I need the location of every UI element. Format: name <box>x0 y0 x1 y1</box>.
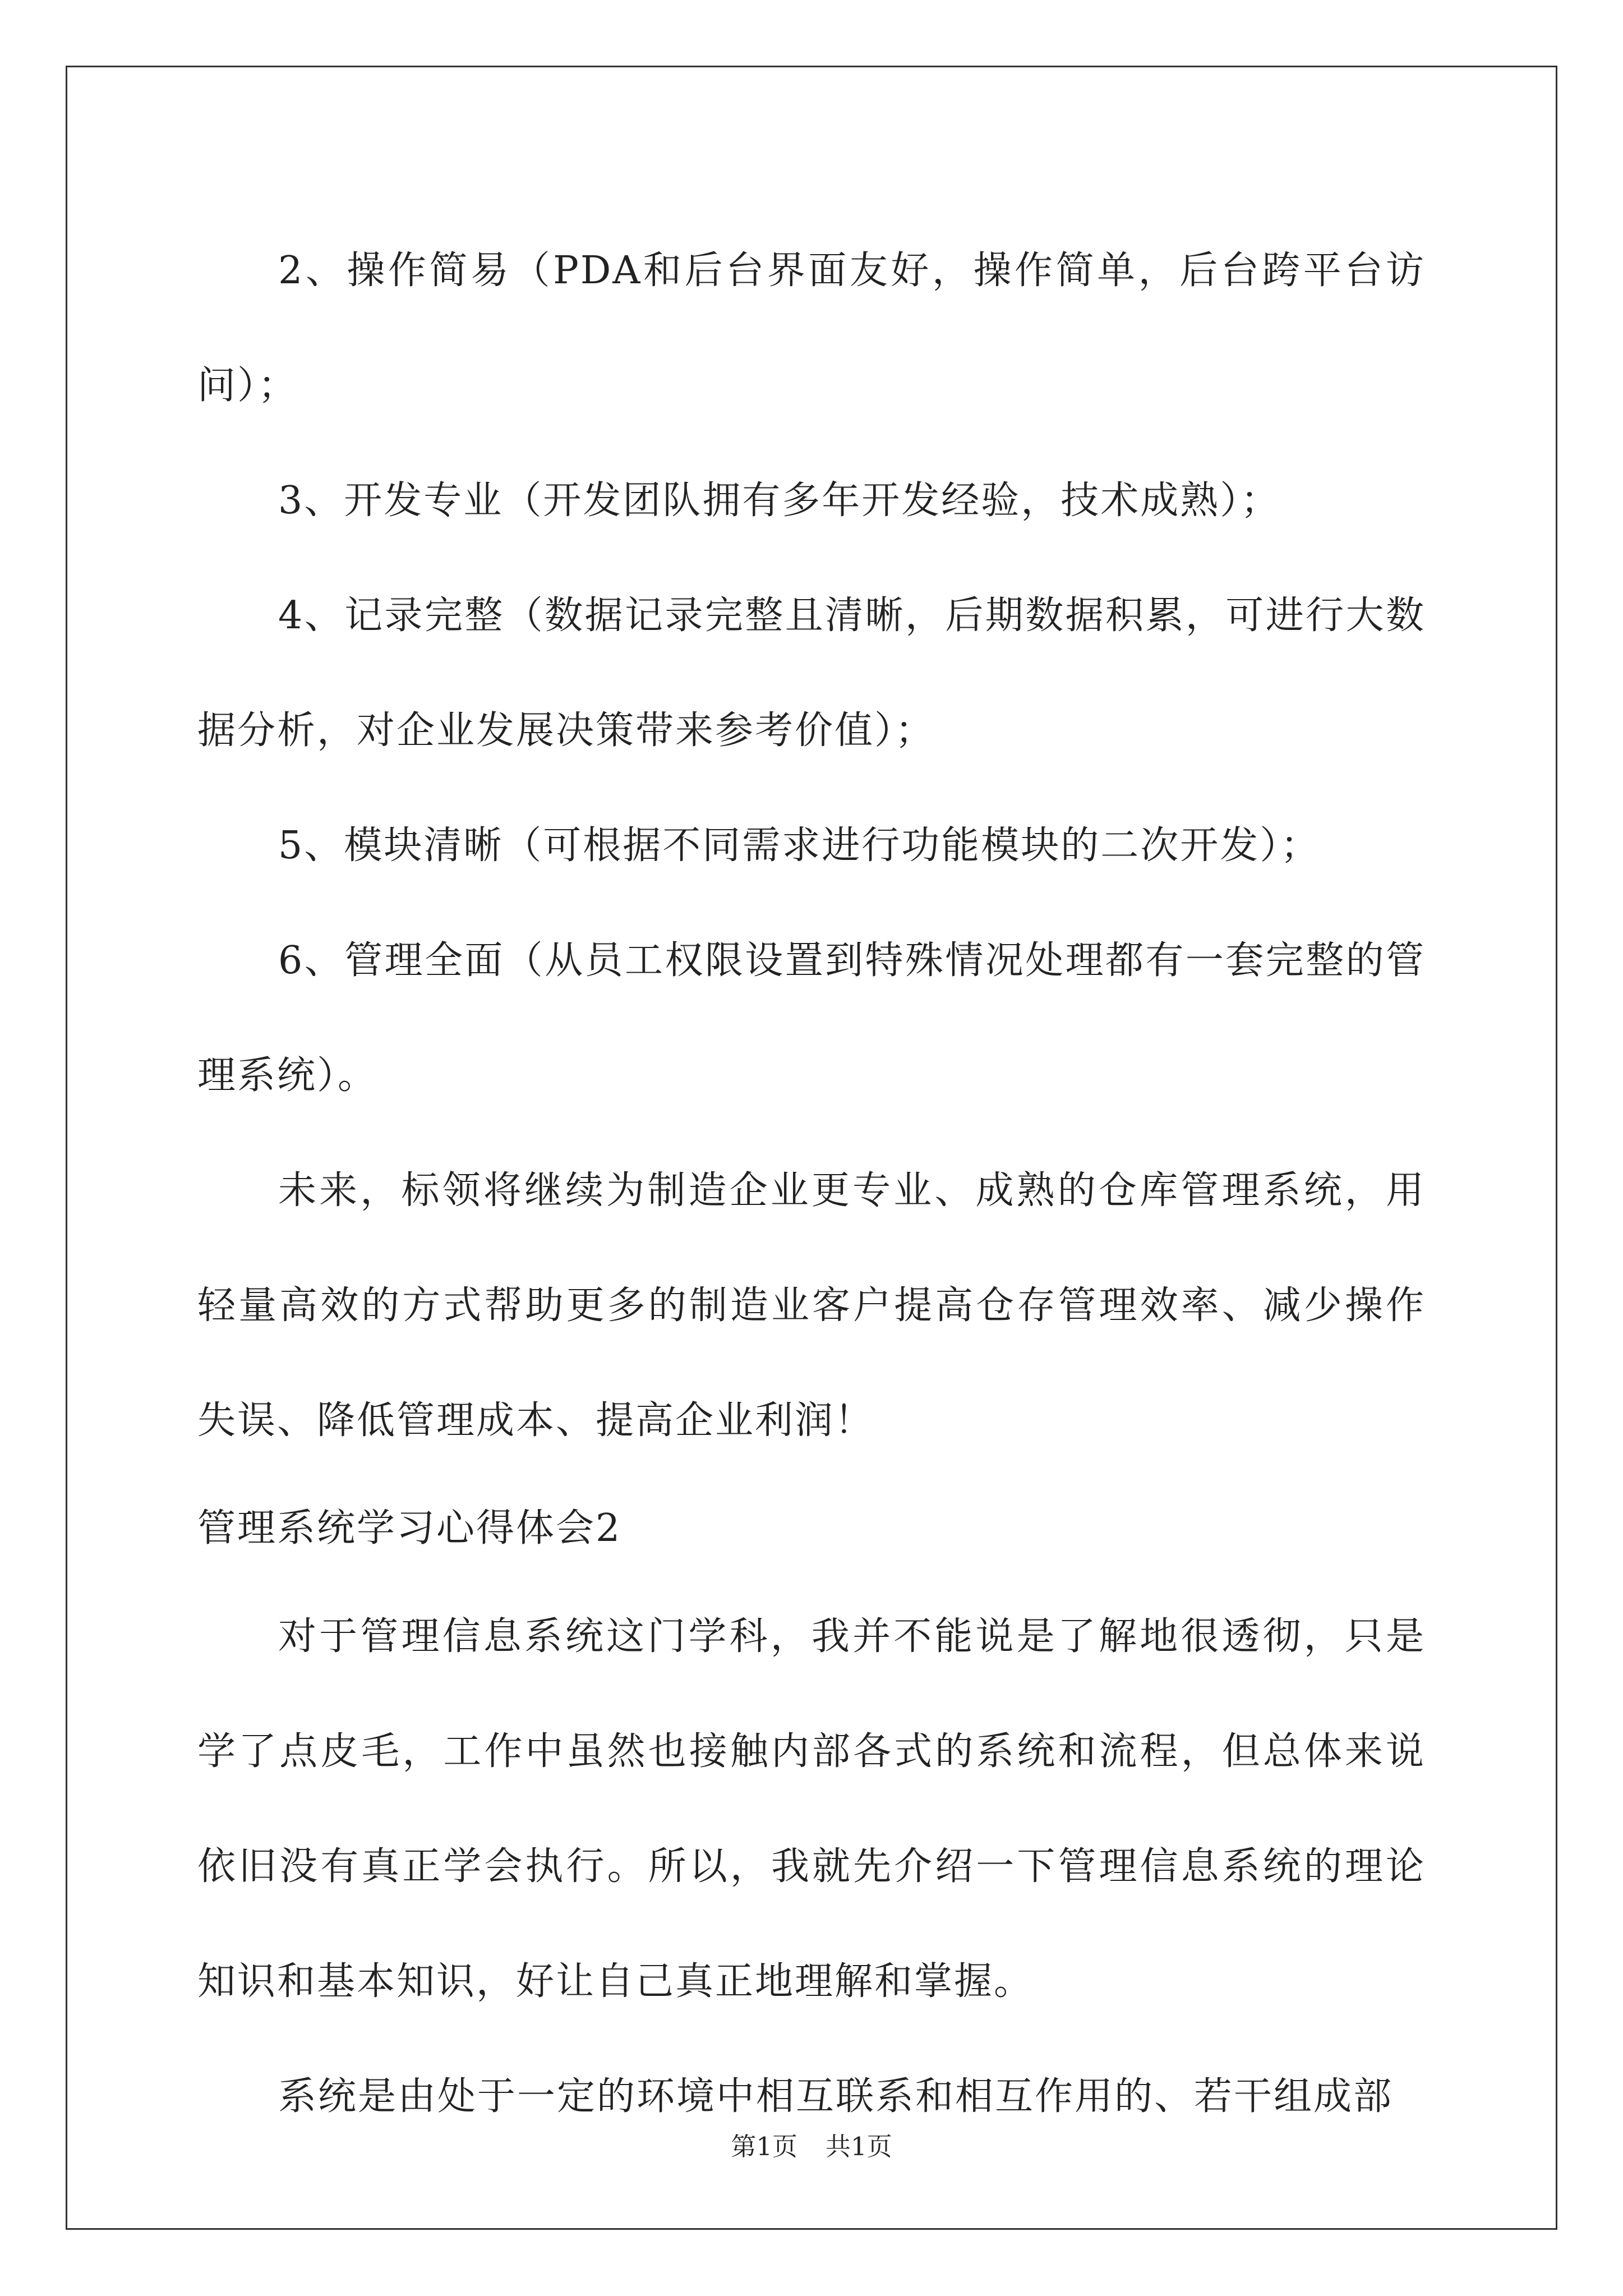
paragraph-item-6: 6、管理全面（从员工权限设置到特殊情况处理都有一套完整的管理系统）。 <box>197 938 1426 1098</box>
paragraph-system-definition: 系统是由处于一定的环境中相互联系和相互作用的、若干组成部 <box>278 2074 1394 2119</box>
paragraph-future: 未来，标领将继续为制造企业更专业、成熟的仓库管理系统，用轻量高效的方式帮助更多的制造业客户提高仓存管理效率、减少操作失误、降低管理成本、提高企业利润！ <box>197 1168 1426 1443</box>
paragraph-item-4: 4、记录完整（数据记录完整且清晰，后期数据积累，可进行大数据分析，对企业发展决策带来参考价值）； <box>197 593 1426 753</box>
paragraph-intro: 对于管理信息系统这门学科，我并不能说是了解地很透彻，只是学了点皮毛，工作中虽然也接触内部各式的系统和流程，但总体来说依旧没有真正学会执行。所以，我就先介绍一下管理信息系统的理论知识和基本知识，好让自己真正地理解和掌握。 <box>197 1614 1426 2004</box>
paragraph-item-5: 5、模块清晰（可根据不同需求进行功能模块的二次开发）； <box>278 823 1321 868</box>
section-heading: 管理系统学习心得体会2 <box>197 1506 622 1550</box>
paragraph-item-3: 3、开发专业（开发团队拥有多年开发经验，技术成熟）； <box>278 478 1281 523</box>
page-number: 第1页 <box>731 2132 797 2161</box>
paragraph-item-2: 2、操作简易（PDA和后台界面友好，操作简单，后台跨平台访问）； <box>197 249 1426 408</box>
page-footer <box>0 2126 1623 2162</box>
document-body <box>197 213 1426 2154</box>
page-total: 共1页 <box>826 2132 892 2161</box>
